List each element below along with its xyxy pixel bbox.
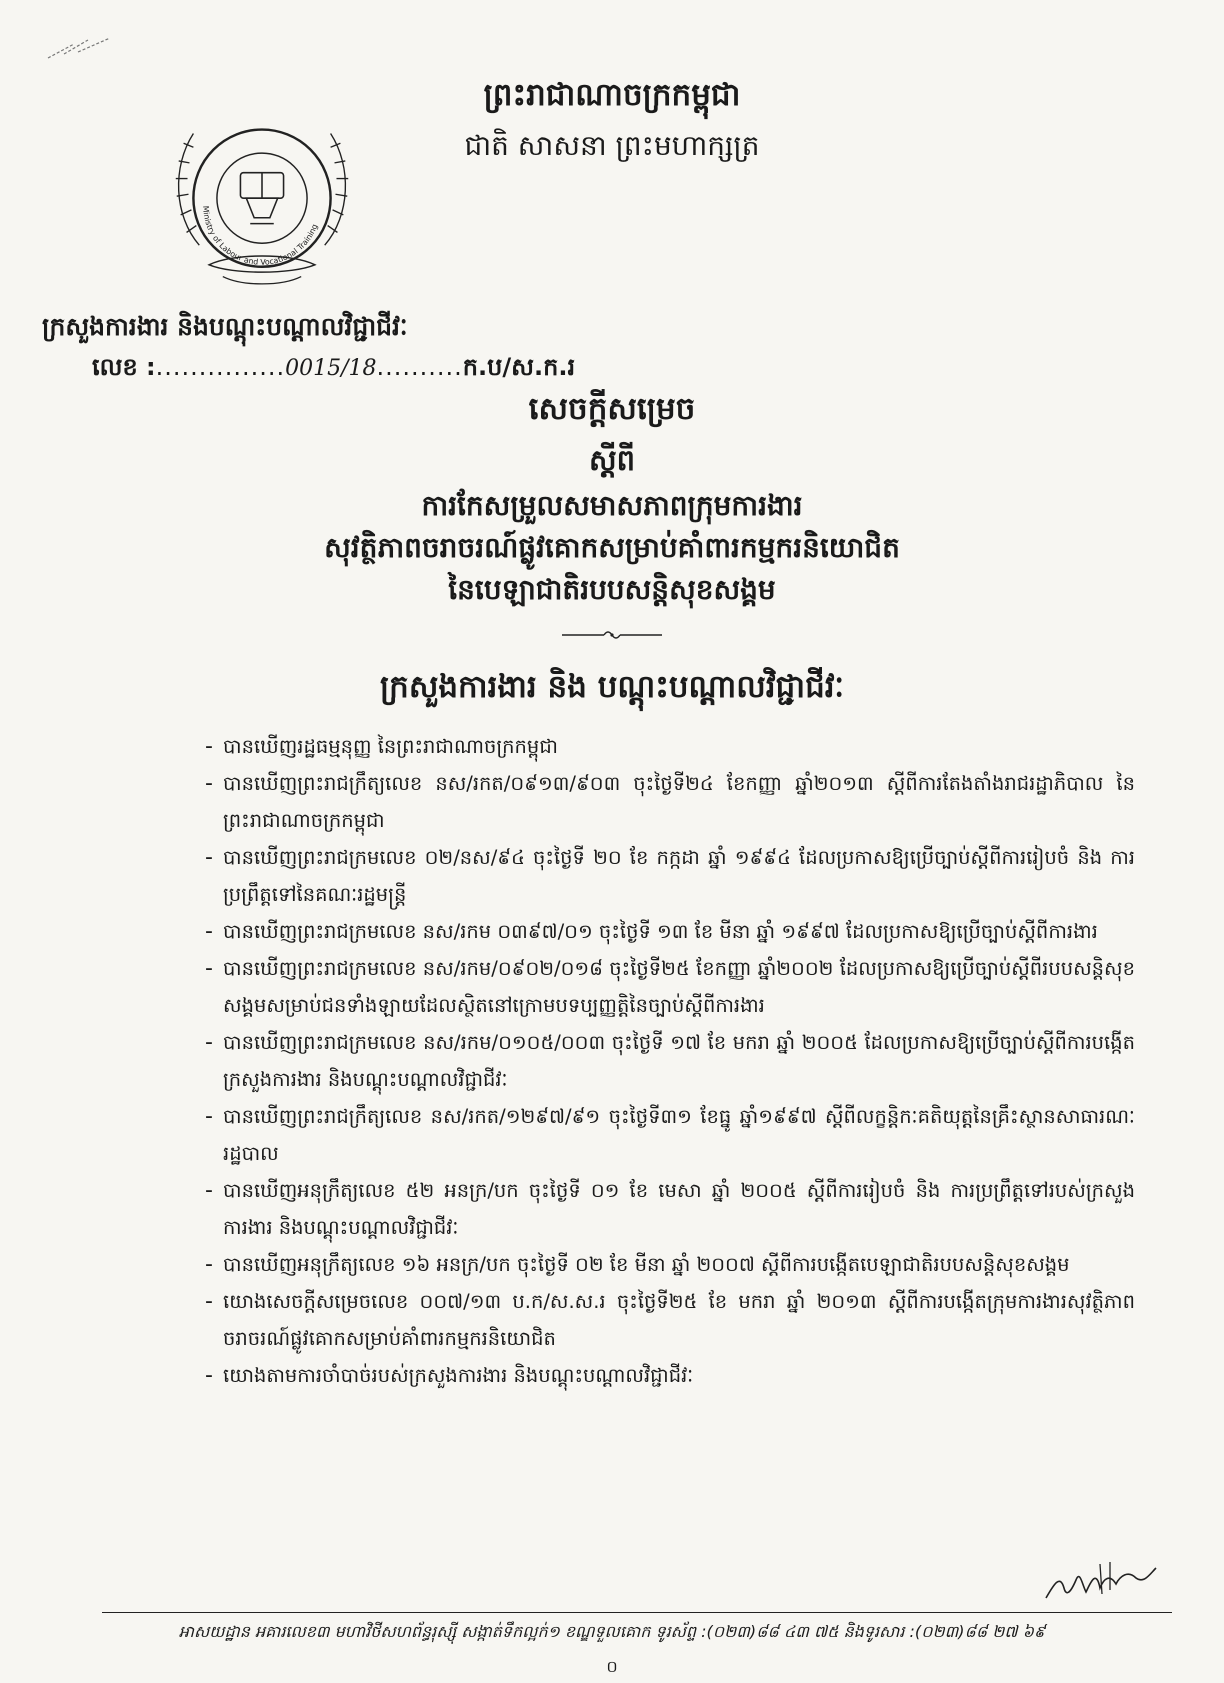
issuing-ministry: ក្រសួងការងារ និងបណ្តុះបណ្តាលវិជ្ជាជីវៈ — [42, 312, 408, 341]
title-about: ស្តីពី — [588, 443, 636, 477]
title-line-1: ការកែសម្រួលសមាសភាពក្រុមការងារ — [421, 489, 803, 522]
consideration-item: - បានឃើញព្រះរាជក្រមលេខ ០២/នស/៩៤ ចុះថ្ងៃទី ២០ ខែ កក្កដា ឆ្នាំ ១៩៩៤ ដែលប្រកាសឱ្យប្រើច្បាប់ស្តីពីការរៀបចំ និង ការប្រព្រឹត្តទៅនៃគណៈរដ្ឋមន្ត្រី — [205, 839, 1135, 913]
reference-dots-left: ............... — [155, 353, 286, 381]
svg-text:Ministry of Labour and Vocatio — [201, 206, 319, 267]
kingdom-heading: ព្រះរាជាណាចក្រកម្ពុជា — [483, 77, 741, 113]
consideration-item: - បានឃើញព្រះរាជក្រមលេខ នស/រកម ០៣៩៧/០១ ចុះថ្ងៃទី ១៣ ខែ មីនា ឆ្នាំ ១៩៩៧ ដែលប្រកាសឱ្យប្រើច្បាប់ស្តីពីការងារ — [205, 913, 1135, 950]
consideration-item: - បានឃើញព្រះរាជក្រឹត្យលេខ នស/រកត/០៩១៣/៩០៣ ចុះថ្ងៃទី២៤ ខែកញ្ញា ឆ្នាំ២០១៣ ស្តីពីការតែងតាំងរាជរដ្ឋាភិបាល នៃព្រះរាជាណាចក្រកម្ពុជា — [205, 765, 1135, 839]
consideration-item: - បានឃើញអនុក្រឹត្យលេខ ៥២ អនក្រ/បក ចុះថ្ងៃទី ០១ ខែ មេសា ឆ្នាំ ២០០៥ ស្តីពីការរៀបចំ និង ការប្រព្រឹត្តទៅរបស់ក្រសួងការងារ និងបណ្តុះបណ្តាលវិជ្ជាជីវៈ — [205, 1172, 1135, 1246]
consideration-item: - បានឃើញព្រះរាជក្រឹត្យលេខ នស/រកត/១២៩៧/៩១ ចុះថ្ងៃទី៣១ ខែធ្នូ ឆ្នាំ១៩៩៧ ស្តីពីលក្ខន្តិកៈគតិយុត្តនៃគ្រឹះស្ថានសាធារណៈរដ្ឋបាល — [205, 1098, 1135, 1172]
seal-english-legend: Ministry of Labour and Vocational Training — [201, 205, 320, 267]
reference-number-row — [92, 352, 575, 387]
document-type-title: សេចក្តីសម្រេច — [528, 391, 696, 427]
title-line-2: សុវត្ថិភាពចរាចរណ៍ផ្លូវគោកសម្រាប់គាំពារកម្មករនិយោជិត — [324, 531, 900, 564]
consideration-item: - បានឃើញអនុក្រឹត្យលេខ ១៦ អនក្រ/បក ចុះថ្ងៃទី ០២ ខែ មីនា ឆ្នាំ ២០០៧ ស្តីពីការបង្កើតបេឡាជាតិរបបសន្តិសុខសង្គម — [205, 1246, 1135, 1283]
initials-signature — [1040, 1554, 1160, 1608]
page-number: ០ — [606, 1657, 618, 1676]
title-divider-ornament — [560, 628, 664, 642]
consideration-item: - បានឃើញព្រះរាជក្រមលេខ នស/រកម/០១០៥/០០៣ ចុះថ្ងៃទី ១៧ ខែ មករា ឆ្នាំ ២០០៥ ដែលប្រកាសឱ្យប្រើច្បាប់ស្តីពីការបង្កើតក្រសួងការងារ និងបណ្តុះបណ្តាលវិជ្ជាជីវៈ — [205, 1024, 1135, 1098]
consideration-item: - បានឃើញរដ្ឋធម្មនុញ្ញ នៃព្រះរាជាណាចក្រកម្ពុជា — [205, 728, 1135, 765]
authority-heading: ក្រសួងការងារ និង បណ្តុះបណ្តាលវិជ្ជាជីវៈ — [379, 669, 845, 705]
reference-number-label: លេខ : — [92, 353, 156, 381]
footer-divider — [102, 1612, 1172, 1613]
considerations-list — [205, 728, 1135, 1394]
title-line-3: នៃបេឡាជាតិរបបសន្តិសុខសង្គម — [448, 573, 776, 606]
corner-pen-mark — [44, 36, 114, 62]
reference-number-handwritten: 0015/18 — [285, 356, 377, 381]
ministry-seal-emblem — [164, 108, 360, 304]
reference-dots-right: .......... — [376, 353, 463, 381]
consideration-item: - យោងសេចក្តីសម្រេចលេខ ០០៧/១៣ ប.ក/ស.ស.រ ចុះថ្ងៃទី២៥ ខែ មករា ឆ្នាំ ២០១៣ ស្តីពីការបង្កើតក្រុមការងារសុវត្ថិភាពចរាចរណ៍ផ្លូវគោកសម្រាប់គាំពារកម្មករនិយោជិត — [205, 1283, 1135, 1357]
reference-number-suffix: ក.ប/ស.ក.រ — [462, 353, 576, 381]
footer-address: អាសយដ្ឋាន អគារលេខ៣ មហាវិថីសហព័ន្ធរុស្ស៊ី សង្កាត់ទឹកល្អក់១ ខណ្ឌទួលគោក ទូរស័ព្ទ :(០២៣)៨៨ ៤៣ ៧៥ និងទូរសារ :(០២៣)៨៨ ២៧ ៦៩ — [178, 1622, 1046, 1641]
consideration-item: - បានឃើញព្រះរាជក្រមលេខ នស/រកម/០៩០២/០១៨ ចុះថ្ងៃទី២៥ ខែកញ្ញា ឆ្នាំ២០០២ ដែលប្រកាសឱ្យប្រើច្បាប់ស្តីពីរបបសន្តិសុខសង្គមសម្រាប់ជនទាំងឡាយដែលស្ថិតនៅក្រោមបទប្បញ្ញត្តិនៃច្បាប់ស្តីពីការងារ — [205, 950, 1135, 1024]
national-motto: ជាតិ សាសនា ព្រះមហាក្សត្រ — [464, 129, 760, 162]
consideration-item: - យោងតាមការចាំបាច់របស់ក្រសួងការងារ និងបណ្តុះបណ្តាលវិជ្ជាជីវៈ — [205, 1357, 1135, 1394]
